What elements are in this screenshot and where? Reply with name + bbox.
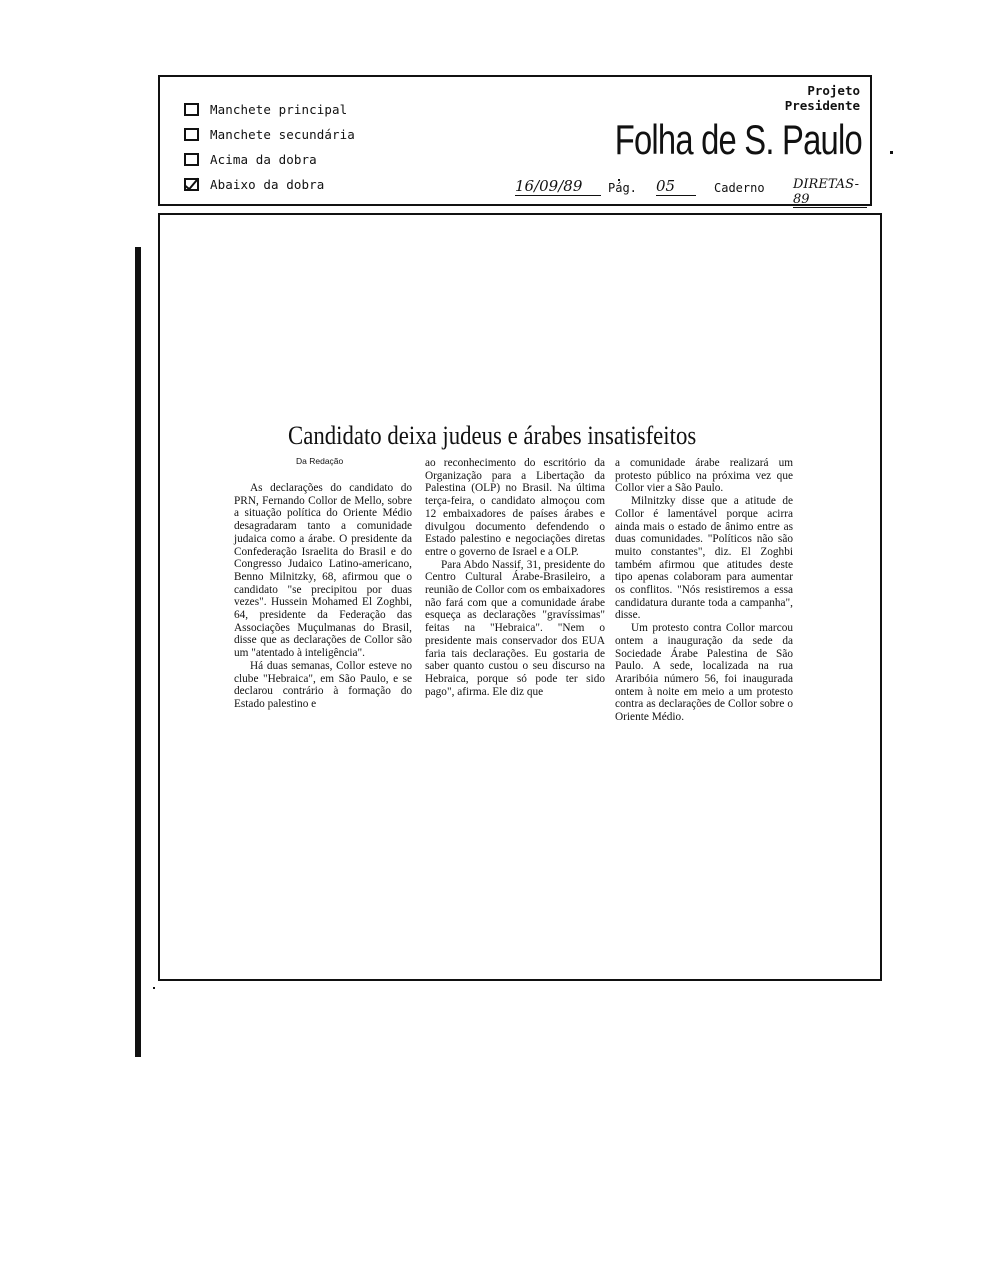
- article-column-2: [425, 457, 605, 698]
- date-value: 16/09/89: [515, 177, 601, 196]
- scan-speck: [153, 987, 155, 989]
- paragraph: Para Abdo Nassif, 31, presidente do Centro Cultural Árabe-Brasileiro, a reunião de Collor com os embaixadores não fará com que a comunidade árabe esqueça as declarações "gravíssimas" feitas na "Hebraica". "Nem o presidente mais conservador dos EUA faria tais declarações. Eu gostaria de saber quanto custou o seu discurso na Hebraica, porque só pode ter sido pago", afirma. Ele diz que: [425, 558, 605, 698]
- project-label: [785, 83, 860, 113]
- paragraph: Um protesto contra Collor marcou ontem a inauguração da sede da Sociedade Árabe Palestina de São Paulo. A sede, localizada na rua Araribóia número 56, foi inaugurada ontem à noite em meio a um protesto contra as declarações de Collor sobre o Oriente Médio.: [615, 622, 793, 724]
- article-byline: Da Redação: [296, 456, 344, 466]
- newspaper-name: Folha de S. Paulo: [614, 116, 862, 163]
- paragraph: Milnitzky disse que a atitude de Collor é lamentável porque acirra ainda mais o estado de ânimo entre as duas comunidades. "Políticos não são muito constantes", diz. El Zoghbi também afirmou que atitudes deste tipo apenas colaboram para aumentar os conflitos. "Nós resistiremos a essa candidatura durante toda a campanha", disse.: [615, 495, 793, 622]
- checkbox-row-manchete-principal[interactable]: [184, 97, 355, 122]
- paragraph: As declarações do candidato do PRN, Fernando Collor de Mello, sobre a situação política do Oriente Médio desagradaram tanto a comunidade judaica como a árabe. O presidente da Confederação Israelita do Brasil e do Congresso Judaico Latino-americano, Benno Milnitzky, 68, afirmou que o candidato "se precipitou por duas vezes". Hussein Mohamed El Zoghbi, 64, presidente da Federação das Associações Muçulmanas do Brasil, disse que as declarações de Collor são um "atentado à inteligência".: [234, 482, 412, 660]
- page-value: 05: [656, 177, 696, 196]
- paragraph: Há duas semanas, Collor esteve no clube "Hebraica", em São Paulo, e se declarou contrário à formação do Estado palestino e: [234, 659, 412, 710]
- checkbox-label: Manchete principal: [210, 102, 348, 117]
- checkbox-label: Acima da dobra: [210, 152, 317, 167]
- scan-speck: [890, 151, 893, 154]
- checkbox-label: Manchete secundária: [210, 127, 355, 142]
- checkbox-row-manchete-secundaria[interactable]: [184, 122, 355, 147]
- placement-checklist: [184, 97, 355, 197]
- checkbox-row-abaixo-da-dobra[interactable]: [184, 172, 355, 197]
- article-headline: Candidato deixa judeus e árabes insatisfeitos: [288, 420, 697, 450]
- article-column-3: [615, 457, 793, 724]
- section-value: DIRETAS-89: [793, 177, 867, 208]
- scan-edge-bar: [135, 247, 141, 1057]
- paragraph: ao reconhecimento do escritório da Organização para a Libertação da Palestina (OLP) no Brasil. Na última terça-feira, o candidato almoçou com 12 embaixadores de países árabes e divulgou documento defendendo o Estado palestino e negociações diretas entre o governo de Israel e a OLP.: [425, 457, 605, 558]
- clipping-header: [158, 75, 872, 206]
- project-label-line2: Presidente: [784, 98, 860, 113]
- article-column-1: [234, 482, 412, 711]
- checkbox[interactable]: [184, 128, 199, 141]
- checkbox-row-acima-da-dobra[interactable]: [184, 147, 355, 172]
- checkbox[interactable]: [184, 153, 199, 166]
- clipping-meta-row: [510, 177, 866, 207]
- project-label-line1: Projeto: [807, 83, 860, 98]
- checkbox[interactable]: [184, 103, 199, 116]
- section-label: Caderno: [714, 181, 765, 195]
- checkbox-label: Abaixo da dobra: [210, 177, 325, 192]
- paragraph: a comunidade árabe realizará um protesto público na próxima vez que Collor vier a São Paulo.: [615, 457, 793, 495]
- checkbox-checked[interactable]: [184, 178, 199, 191]
- page-label: Pág.: [608, 181, 637, 195]
